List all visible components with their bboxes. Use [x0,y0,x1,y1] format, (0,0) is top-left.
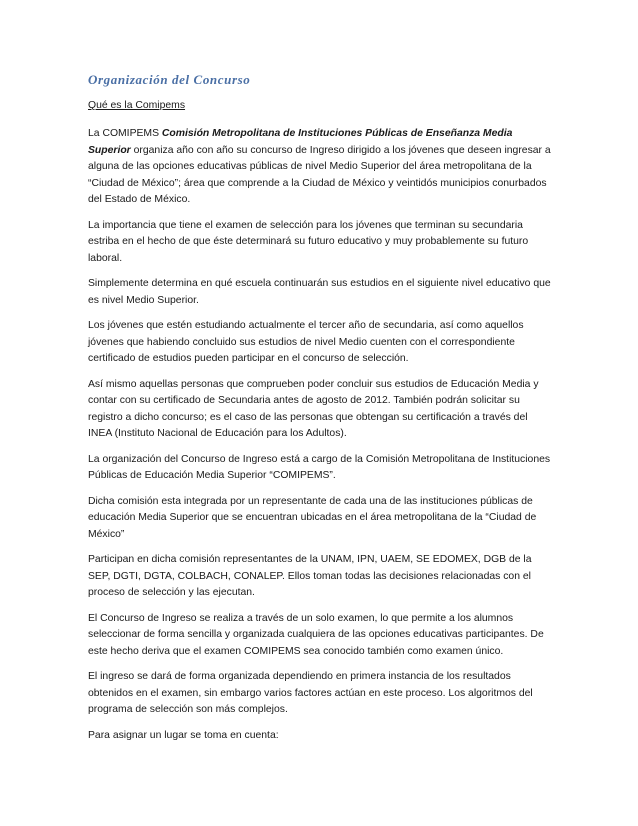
paragraph-single-exam: El Concurso de Ingreso se realiza a través de un solo examen, lo que permite a los alumnos seleccionar de forma sencilla y organizada cualquiera de las opciones educativas participantes. De este hecho deriva que el examen COMIPEMS sea conocido también como examen único. [88,612,544,657]
paragraph-determination: Simplemente determina en qué escuela continuarán sus estudios en el siguiente nivel educativo que es nivel Medio Superior. [88,278,551,306]
intro-lead: La COMIPEMS [88,128,162,139]
paragraph-organization: La organización del Concurso de Ingreso está a cargo de la Comisión Metropolitana de Instituciones Públicas de Educación Media Superior “COMIPEMS”. [88,453,551,481]
document-page [88,72,554,753]
intro-paragraph [88,126,554,209]
paragraph-commission: Dicha comisión esta integrada por un representante de cada una de las instituciones públicas de educación Media Superior que se encuentran ubicadas en el área metropolitana de la “Ciudad de México” [88,495,537,540]
section-subheading: Qué es la Comipems [88,100,186,111]
paragraph-importance: La importancia que tiene el examen de selección para los jóvenes que terminan su secundaria estriba en el hecho de que éste determinará su futuro educativo y muy probablemente su futuro laboral. [88,219,529,264]
intro-commission-name: Comisión Metropolitana de Instituciones Públicas de Enseñanza Media Superior [88,128,513,156]
intro-rest: organiza año con año su concurso de Ingreso dirigido a los jóvenes que deseen ingresar a alguna de las opciones educativas públicas de nivel Medio Superior del área metropolitana de la “Ciudad de México”; área que comprende a la Ciudad de México y veintidós municipios conurbados del Estado de México. [88,144,551,205]
paragraph-admission: El ingreso se dará de forma organizada dependiendo en primera instancia de los resultados obtenidos en el examen, sin embargo varios factores actúan en este proceso. Los algoritmos del programa de selección son más complejos. [88,671,533,715]
document-title: Organización del Concurso [88,72,251,87]
paragraph-certification: Así mismo aquellas personas que comprueben poder concluir sus estudios de Educación Media y contar con su certificado de Secundaria antes de agosto de 2012. También podrán solicitar su registro a dicho concurso; es el caso de las personas que obtengan su certificación a través del INEA (Instituto Nacional de Educación para los Adultos). [88,378,539,439]
paragraph-participants: Participan en dicha comisión representantes de la UNAM, IPN, UAEM, SE EDOMEX, DGB de la SEP, DGTI, DGTA, COLBACH, CONALEP. Ellos toman todas las decisiones relacionadas con el proceso de selección y las ejecutan. [88,554,532,598]
paragraph-assignment: Para asignar un lugar se toma en cuenta: [88,729,279,741]
paragraph-eligibility: Los jóvenes que estén estudiando actualmente el tercer año de secundaria, así como aquellos jóvenes que habiendo concluido sus estudios de nivel Medio cuenten con el correspondiente certificado de estudios pueden participar en el concurso de selección. [88,320,524,364]
